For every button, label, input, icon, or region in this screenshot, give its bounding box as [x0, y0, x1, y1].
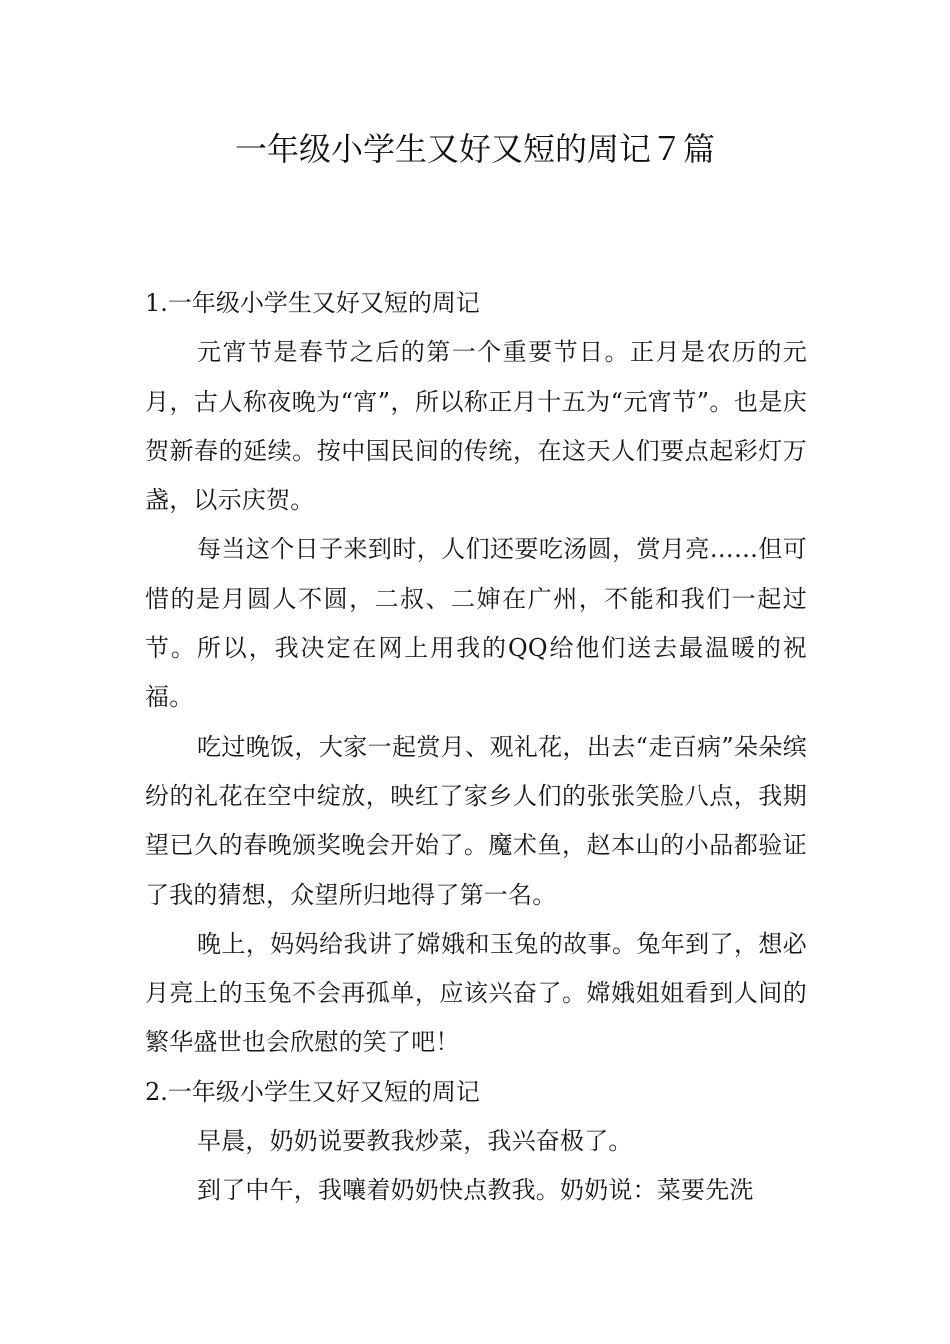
paragraph: 吃过晚饭，大家一起赏月、观礼花，出去“走百病”朵朵缤纷的礼花在空中绽放，映红了家乡人们的张张笑脸八点，我期望已久的春晚颁奖晚会开始了。魔术鱼，赵本山的小品都验证了我的猜想，众望所归地得了第一名。: [145, 732, 807, 909]
paragraph: 到了中午，我嚷着奶奶快点教我。奶奶说：菜要先洗: [197, 1176, 754, 1205]
section-heading: 1.一年级小学生又好又短的周记: [145, 289, 480, 317]
section-2: [145, 1068, 807, 1216]
section-heading: 2.一年级小学生又好又短的周记: [145, 1077, 480, 1106]
paragraph: 晚上，妈妈给我讲了嫦娥和玉兔的故事。兔年到了，想必月亮上的玉兔不会再孤单，应该兴奋了。嫦娥姐姐看到人间的繁华盛世也会欣慰的笑了吧！: [145, 929, 807, 1057]
paragraph: 早晨，奶奶说要教我炒菜，我兴奋极了。: [197, 1127, 633, 1156]
document-body: [145, 279, 807, 1216]
section-1: [145, 279, 807, 1068]
paragraph: 元宵节是春节之后的第一个重要节日。正月是农历的元月，古人称夜晚为“宵”，所以称正月十五为“元宵节”。也是庆贺新春的延续。按中国民间的传统，在这天人们要点起彩灯万盏，以示庆贺。: [145, 338, 807, 515]
paragraph: 每当这个日子来到时，人们还要吃汤圆，赏月亮……但可惜的是月圆人不圆，二叔、二婶在广州，不能和我们一起过节。所以，我决定在网上用我的QQ给他们送去最温暖的祝福。: [145, 535, 807, 712]
document-title: 一年级小学生又好又短的周记７篇: [234, 130, 715, 168]
